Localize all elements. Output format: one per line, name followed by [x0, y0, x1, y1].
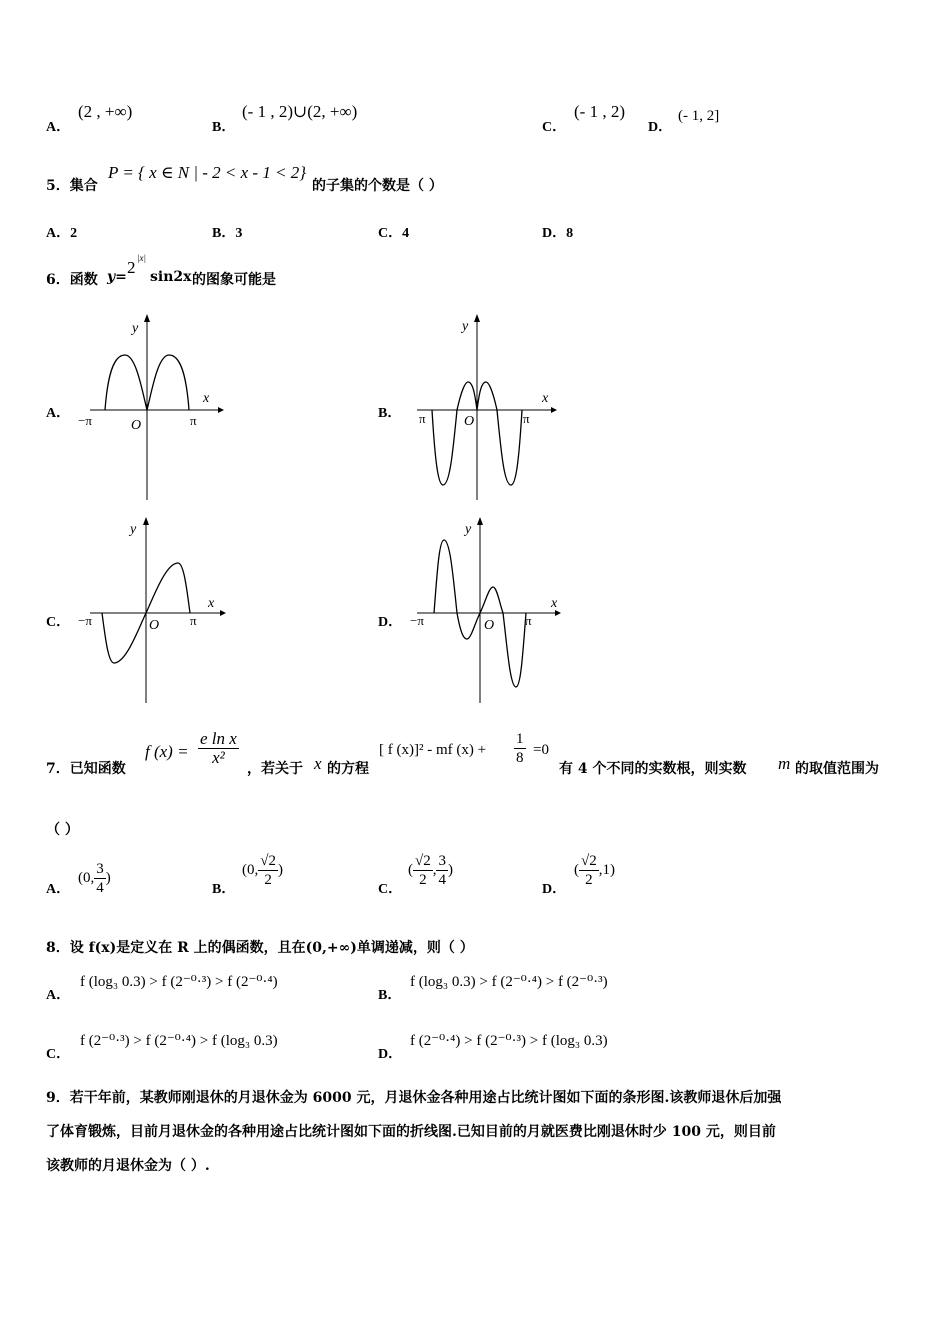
- q5-tail: 的子集的个数是（ ）: [312, 178, 443, 194]
- q8-option-c-label: C．: [46, 1047, 71, 1062]
- q7-option-c-label: C．: [378, 882, 403, 897]
- q7-numerator: e ln x: [200, 729, 237, 748]
- graph-d-x-label: x: [551, 596, 558, 611]
- q6-option-a-label: A．: [46, 406, 71, 421]
- q6-graph-c: [70, 515, 230, 710]
- q4-option-d: (- 1, 2]: [678, 108, 720, 124]
- graph-d-neg-pi: −π: [410, 613, 424, 628]
- q7-tail2: 的取值范围为: [795, 761, 879, 777]
- graph-a-pi: π: [190, 413, 197, 428]
- q4-option-c: (- 1 , 2): [574, 102, 625, 121]
- graph-a-x-label: x: [203, 391, 210, 406]
- q5-set: P = { x ∈ N | - 2 < x - 1 < 2}: [108, 163, 307, 182]
- graph-b-y-label: y: [462, 319, 469, 334]
- graph-a-origin: O: [131, 418, 142, 433]
- q9-line-2: 了体育锻炼，目前月退休金的各种用途占比统计图如下面的折线图.已知目前的月就医费比刚退休时少 100 元，则目前: [46, 1124, 776, 1140]
- q7-option-b-label: B．: [212, 882, 236, 897]
- q6-base: 2: [127, 258, 136, 277]
- q4-option-a-label: A．: [46, 120, 71, 135]
- q9-line-1: 9．若干年前，某教师刚退休的月退休金为 6000 元，月退休金各种用途占比统计图如下面的条形图.该教师退休后加强: [46, 1090, 782, 1106]
- q7-number: 7．已知函数: [46, 761, 126, 777]
- graph-b-origin: O: [464, 414, 475, 429]
- q7-option-b: (0, $\frac{√2}{2}$ ): [242, 853, 283, 888]
- graph-c-origin: O: [149, 618, 160, 633]
- q6-option-d-label: D．: [378, 615, 403, 630]
- q6-func: sin2x: [150, 269, 192, 285]
- graph-b-pi-left: π: [419, 411, 426, 426]
- graph-b-pi-right: π: [523, 411, 530, 426]
- q5-option-a: A．2: [46, 226, 78, 241]
- graph-a-neg-pi: −π: [78, 413, 92, 428]
- q9-paragraph: [46, 1081, 906, 1183]
- q5-number: 5．集合: [46, 178, 98, 194]
- q4-option-a: (2 , +∞): [78, 102, 133, 121]
- q5-option-c: C．4: [378, 226, 410, 241]
- graph-c-y-label: y: [130, 522, 137, 537]
- q7-fraction: [198, 730, 239, 767]
- q6-graph-a: [70, 310, 230, 510]
- graph-c-neg-pi: −π: [78, 613, 92, 628]
- graph-c-x-label: x: [208, 596, 215, 611]
- graph-a-y-label: y: [132, 321, 139, 336]
- q8-option-b: f (log₃ 0.3) > f (2⁻⁰·⁴) > f (2⁻⁰·³): [410, 974, 608, 990]
- q6-y: y=: [107, 269, 127, 285]
- q7-paren: （ ）: [46, 822, 79, 838]
- q4-option-d-label: D．: [648, 120, 673, 135]
- q4-option-c-label: C．: [542, 120, 567, 135]
- q6-number: 6．函数: [46, 272, 98, 288]
- q8-option-c: f (2⁻⁰·³) > f (2⁻⁰·⁴) > f (log₃ 0.3): [80, 1033, 278, 1049]
- q7-tail: 有 4 个不同的实数根，则实数: [559, 761, 747, 777]
- q6-option-c-label: C．: [46, 615, 71, 630]
- q7-option-a: (0, $\frac{3}{4}$ ): [78, 861, 111, 896]
- graph-d-pi: π: [525, 613, 532, 628]
- q5-option-d: D．8: [542, 226, 574, 241]
- q9-line-3: 该教师的月退休金为（ ）.: [46, 1158, 210, 1174]
- q7-equation-fraction: [514, 730, 526, 767]
- q8-option-d-label: D．: [378, 1047, 403, 1062]
- q7-eq-numerator: 1: [516, 731, 524, 747]
- q7-equation-right: =0: [533, 742, 549, 758]
- q4-option-b: (- 1 , 2)∪(2, +∞): [242, 102, 358, 121]
- q7-eq-denominator: 8: [516, 750, 524, 766]
- q8-option-a: f (log₃ 0.3) > f (2⁻⁰·³) > f (2⁻⁰·⁴): [80, 974, 278, 990]
- q4-option-b-label: B．: [212, 120, 236, 135]
- q7-fx: f (x) =: [145, 742, 189, 761]
- q7-option-d-label: D．: [542, 882, 567, 897]
- graph-c-pi: π: [190, 613, 197, 628]
- q7-var-m: m: [778, 754, 791, 773]
- q6-graph-b: [405, 310, 565, 510]
- q7-option-d: ( $\frac{√2}{2}$ ,1): [574, 853, 615, 888]
- q6-tail: 的图象可能是: [192, 272, 276, 288]
- q7-option-c: ( $\frac{√2}{2}$ , $\frac{3}{4}$ ): [408, 853, 453, 888]
- q7-var-x: x: [314, 754, 322, 773]
- q6-exponent: |x|: [137, 253, 146, 263]
- q6-graph-d: [405, 515, 570, 710]
- q8-option-b-label: B．: [378, 988, 402, 1003]
- q7-option-a-label: A．: [46, 882, 71, 897]
- graph-b-x-label: x: [542, 391, 549, 406]
- q5-option-b: B．3: [212, 226, 243, 241]
- q8-option-d: f (2⁻⁰·⁴) > f (2⁻⁰·³) > f (log₃ 0.3): [410, 1033, 608, 1049]
- q7-mid2: 的方程: [327, 761, 369, 777]
- graph-d-origin: O: [484, 618, 495, 633]
- q7-equation-left: [ f (x)]² - mf (x) +: [379, 742, 487, 758]
- q8-option-a-label: A．: [46, 988, 71, 1003]
- q6-option-b-label: B．: [378, 406, 402, 421]
- q8-stem: 8．设 f(x)是定义在 R 上的偶函数，且在(0,+∞)单调递减，则（ ）: [46, 940, 474, 956]
- q7-denominator: x²: [212, 748, 225, 767]
- graph-d-y-label: y: [465, 522, 472, 537]
- q7-mid: ，若关于: [247, 761, 303, 777]
